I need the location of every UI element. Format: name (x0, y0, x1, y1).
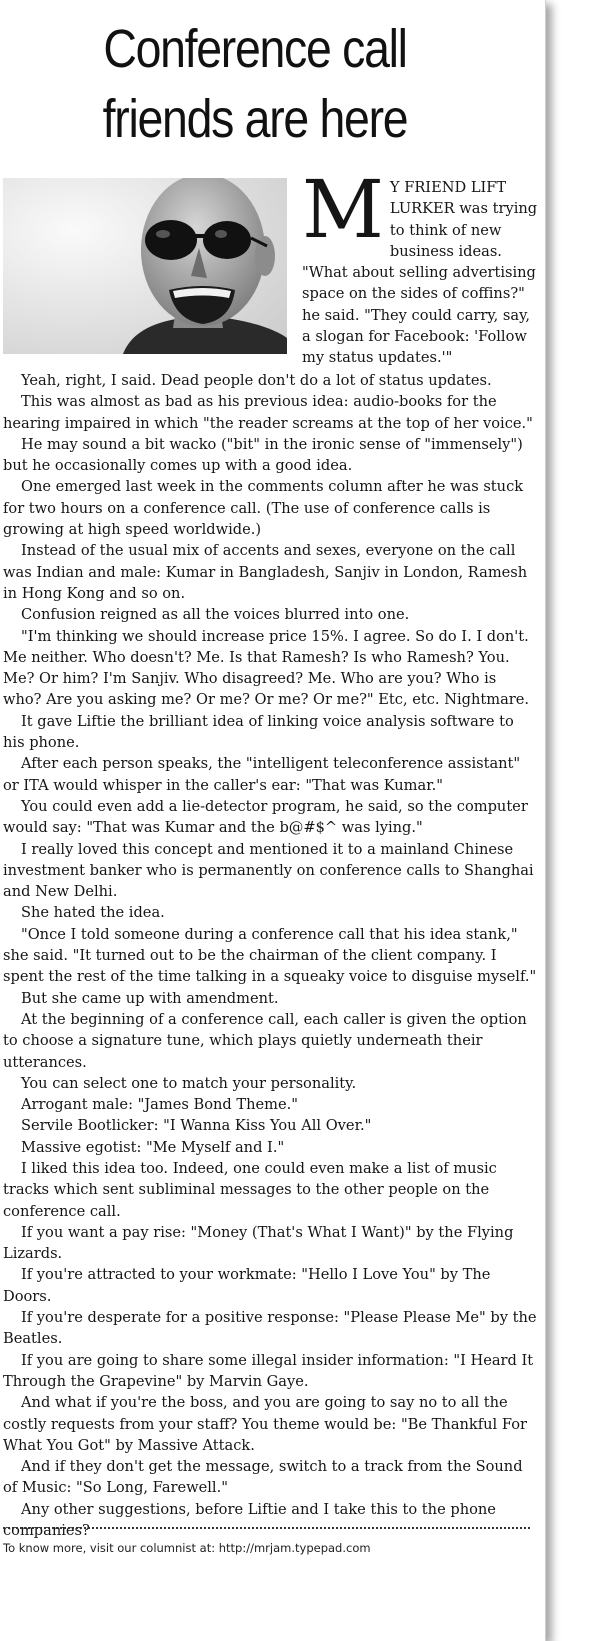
article-paragraph: Arrogant male: "James Bond Theme." (21, 1096, 298, 1114)
columnist-portrait-image (3, 178, 287, 354)
article-paragraph: If you want a pay rise: "Money (That's What I Want)" by the Flying Lizards. (3, 1223, 514, 1263)
article-paragraph: It gave Liftie the brilliant idea of linking voice analysis software to his phone. (3, 712, 514, 752)
article-paragraph: One emerged last week in the comments column after he was stuck for two hours on a conference call. (The use of conference calls is growing at high speed worldwide.) (3, 478, 524, 539)
footer-note: To know more, visit our columnist at: http://mrjam.typepad.com (3, 1541, 371, 1555)
article-intro (302, 163, 538, 369)
article-paragraph: If you are going to share some illegal insider information: "I Heard It Through the Grapevine" by Marvin Gaye. (3, 1351, 534, 1390)
article-paragraph: And what if you're the boss, and you are going to say no to all the costly requests from your staff? You theme would be: "Be Thankful For What You Got" by Massive Attack. (3, 1394, 527, 1454)
article-paragraph: If you're desperate for a positive response: "Please Please Me" by the Beatles. (3, 1309, 537, 1348)
footer-divider (3, 1527, 530, 1529)
article-paragraph: Massive egotist: "Me Myself and I." (21, 1138, 285, 1156)
columnist-photo (3, 178, 287, 354)
article-paragraph: You can select one to match your personality. (21, 1074, 357, 1092)
article-paragraph: She hated the idea. (21, 904, 165, 922)
article-paragraph: But she came up with amendment. (21, 989, 279, 1007)
article-paragraph: I really loved this concept and mentioned it to a mainland Chinese investment banker who is permanently on conference calls to Shanghai and New Delhi. (3, 840, 534, 901)
article-paragraph: You could even add a lie-detector program, he said, so the computer would say: "That was Kumar and the b@#$^ was lying." (3, 797, 528, 837)
article-paragraph: Instead of the usual mix of accents and sexes, everyone on the call was Indian and male: Kumar in Bangladesh, Sanjiv in London, Ramesh in Hong Kong and so on. (3, 542, 528, 602)
article-paragraph: If you're attracted to your workmate: "Hello I Love You" by The Doors. (3, 1266, 491, 1305)
headline-line-2: friends are here (102, 89, 408, 149)
article-paragraph: This was almost as bad as his previous idea: audio-books for the hearing impaired in which "the reader screams at the top of her voice." (3, 393, 533, 432)
drop-cap: M (302, 163, 384, 256)
intro-opening: Y FRIEND LIFT LURKER was trying to think of new business ideas. (389, 179, 538, 260)
article-paragraph: Confusion reigned as all the voices blurred into one. (21, 606, 410, 624)
article-paragraph: "Once I told someone during a conference call that his idea stank," she said. "It turned out to be the chairman of the client company. I spent the rest of the time talking in a squeaky voice to disguise myself." (3, 925, 537, 986)
headline-line-1: Conference call (103, 19, 407, 79)
article-paragraph: Any other suggestions, before Liftie and I take this to the phone companies? (3, 1500, 496, 1540)
article-paragraph: "I'm thinking we should increase price 15%. I agree. So do I. I don't. Me neither. Who doesn't? Me. Is that Ramesh? Is who Ramesh? You. Me? Or him? I'm Sanjiv. Who disagreed? Me. Who are you? Who is who? Are you asking me? Or me? Or me? Or me?" Etc, etc. Nightmare. (3, 627, 530, 709)
article-paragraph: After each person speaks, the "intelligent teleconference assistant" or ITA would whisper in the caller's ear: "That was Kumar." (3, 755, 521, 794)
article-paragraph: At the beginning of a conference call, each caller is given the option to choose a signature tune, which plays quietly underneath their utterances. (3, 1010, 527, 1071)
article-paragraph: I liked this idea too. Indeed, one could even make a list of music tracks which sent subliminal messages to the other people on the conference call. (3, 1159, 497, 1220)
headline (36, 14, 475, 154)
article-paragraph: He may sound a bit wacko ("bit" in the ironic sense of "immensely") but he occasionally comes up with a good idea. (3, 435, 523, 475)
article-paragraph: Yeah, right, I said. Dead people don't do a lot of status updates. (21, 372, 492, 389)
article-paragraph: Servile Bootlicker: "I Wanna Kiss You All Over." (21, 1117, 372, 1135)
intro-quote: "What about selling advertising space on the sides of coffins?" he said. "They could carry, say, a slogan for Facebook: 'Follow my status updates.'" (302, 264, 536, 367)
article-paragraph: And if they don't get the message, switch to a track from the Sound of Music: "So Long, Farewell." (3, 1458, 523, 1497)
article-body (3, 370, 539, 1541)
